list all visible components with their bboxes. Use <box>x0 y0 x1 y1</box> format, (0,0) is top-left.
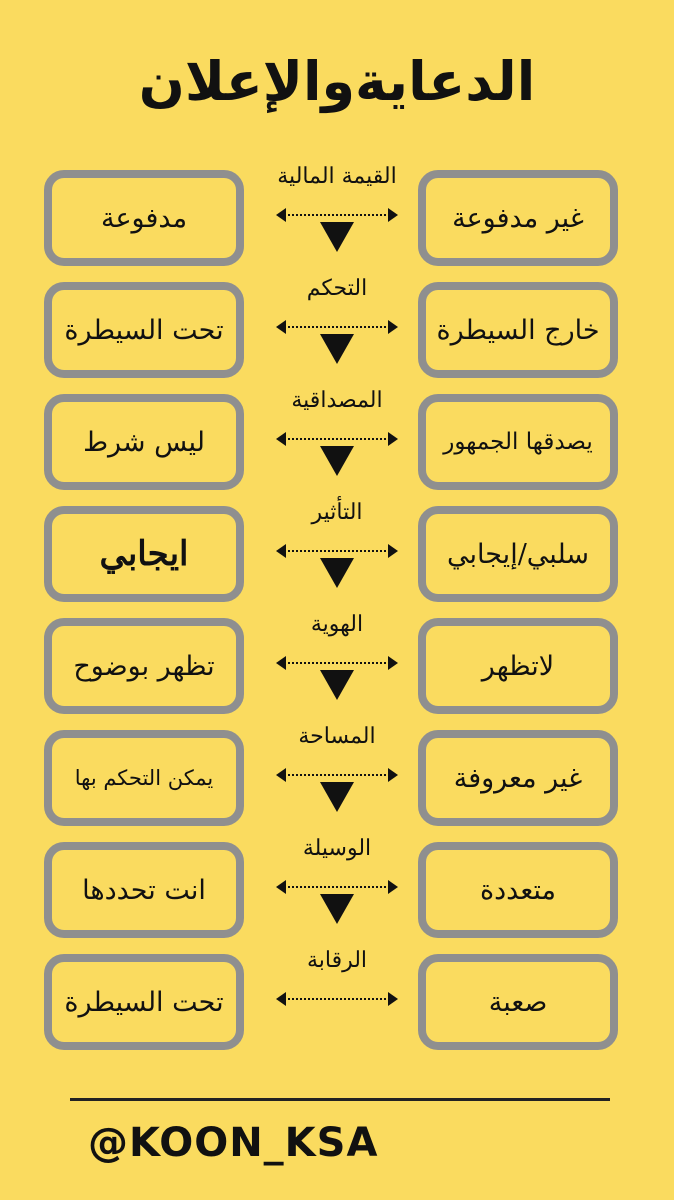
left-box: ليس شرط <box>44 394 244 490</box>
comparison-row <box>0 500 674 606</box>
row-label: الوسيلة <box>302 836 372 861</box>
connector <box>262 500 412 606</box>
left-box: تحت السيطرة <box>44 954 244 1050</box>
down-triangle-icon <box>320 446 354 476</box>
right-box: سلبي/إيجابي <box>418 506 618 602</box>
comparison-row <box>0 612 674 718</box>
right-box: لاتظهر <box>418 618 618 714</box>
connector <box>262 612 412 718</box>
down-triangle-icon <box>320 670 354 700</box>
left-box: ايجابي <box>44 506 244 602</box>
left-box: انت تحددها <box>44 842 244 938</box>
comparison-row <box>0 276 674 382</box>
connector <box>262 724 412 830</box>
row-label: التأثير <box>311 500 363 525</box>
arrow-right-icon <box>388 656 398 670</box>
dotted-line <box>284 438 390 440</box>
connector <box>262 836 412 942</box>
page-title: الدعايةوالإعلان <box>138 50 536 113</box>
connector <box>262 164 412 270</box>
row-label: الرقابة <box>306 948 368 973</box>
arrow-right-icon <box>388 544 398 558</box>
row-label: القيمة المالية <box>277 164 397 189</box>
right-box: متعددة <box>418 842 618 938</box>
right-box: خارج السيطرة <box>418 282 618 378</box>
down-triangle-icon <box>320 894 354 924</box>
dotted-line <box>284 214 390 216</box>
down-triangle-icon <box>320 334 354 364</box>
comparison-row <box>0 948 674 1054</box>
comparison-row <box>0 164 674 270</box>
row-label: التحكم <box>306 276 368 301</box>
dotted-line <box>284 326 390 328</box>
down-triangle-icon <box>320 782 354 812</box>
dotted-line <box>284 774 390 776</box>
connector <box>262 276 412 382</box>
arrow-right-icon <box>388 992 398 1006</box>
dotted-line <box>284 550 390 552</box>
row-label: المساحة <box>298 724 376 749</box>
left-box: تظهر بوضوح <box>44 618 244 714</box>
arrow-right-icon <box>388 320 398 334</box>
right-box: غير معروفة <box>418 730 618 826</box>
left-box: تحت السيطرة <box>44 282 244 378</box>
down-triangle-icon <box>320 222 354 252</box>
left-box: يمكن التحكم بها <box>44 730 244 826</box>
arrow-right-icon <box>388 880 398 894</box>
dotted-line <box>284 662 390 664</box>
left-box: مدفوعة <box>44 170 244 266</box>
right-box: غير مدفوعة <box>418 170 618 266</box>
right-box: يصدقها الجمهور <box>418 394 618 490</box>
dotted-line <box>284 998 390 1000</box>
footer-divider <box>70 1098 610 1101</box>
row-label: الهوية <box>310 612 364 637</box>
right-box: صعبة <box>418 954 618 1050</box>
arrow-right-icon <box>388 432 398 446</box>
arrow-right-icon <box>388 208 398 222</box>
comparison-row <box>0 836 674 942</box>
dotted-line <box>284 886 390 888</box>
down-triangle-icon <box>320 558 354 588</box>
social-handle: @KOON_KSA <box>88 1120 379 1166</box>
connector <box>262 388 412 494</box>
connector <box>262 948 412 1054</box>
comparison-row <box>0 388 674 494</box>
comparison-row <box>0 724 674 830</box>
row-label: المصداقية <box>291 388 383 413</box>
arrow-right-icon <box>388 768 398 782</box>
